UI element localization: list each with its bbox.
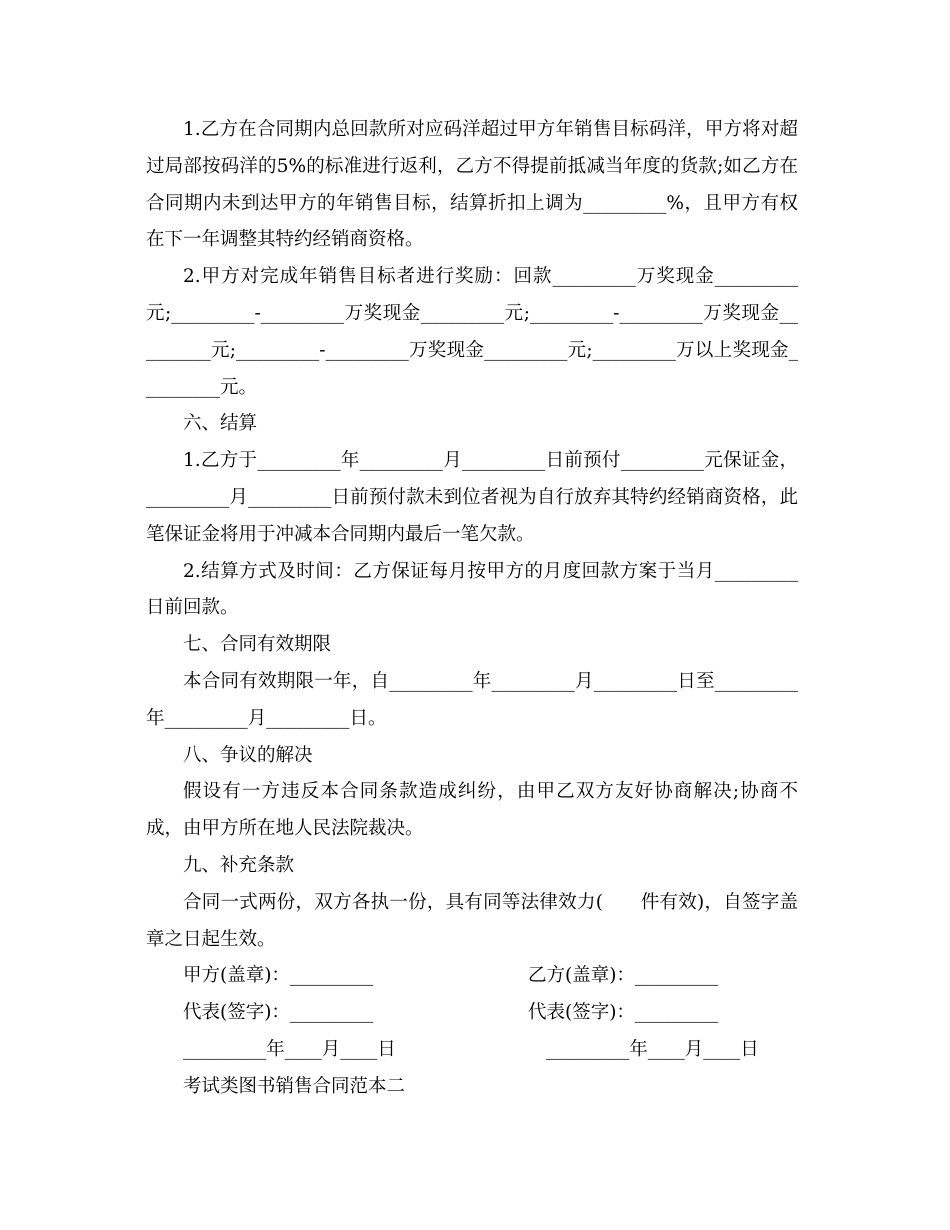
section-heading-supplementary: 九、补充条款 [183, 854, 295, 876]
clause-supplementary: 合同一式两份，双方各执一份，具有同等法律效力( 件有效)，自签字盖章之日起生效。 [146, 891, 798, 950]
section-heading-validity: 七、合同有效期限 [183, 634, 332, 656]
clause-rebate: 1.乙方在合同期内总回款所对应码洋超过甲方年销售目标码洋，甲方将对超过局部按码洋的5%的标准进行返利，乙方不得提前抵减当年度的货款;如乙方在合同期内未到达甲方的年销售目标，结算折扣上调为_________%，且甲方有权在下一年调整其特约经销商资格。 [146, 119, 798, 251]
signature-row-representative [146, 995, 798, 1032]
clause-deposit: 1.乙方于_________年_________月_________日前预付_________元保证金，_________月_________日前预付款未到位者视为自行放弃其特约经销商资格，此笔保证金将用于冲减本合同期内最后一笔欠款。 [146, 450, 798, 545]
clause-validity: 本合同有效期限一年，自_________年_________月_________日至_________年_________月_________日。 [146, 670, 798, 729]
clause-dispute: 假设有一方违反本合同条款造成纠纷，由甲乙双方友好协商解决;协商不成，由甲方所在地人民法院裁决。 [146, 781, 798, 840]
party-a-seal-line: 甲方(盖章)：_________ [183, 965, 374, 987]
party-b-seal-line: 乙方(盖章)：_________ [528, 965, 719, 987]
clause-reward: 2.甲方对完成年销售目标者进行奖励：回款_________万奖现金_________元;_________-_________万奖现金_________元;_________-_________万奖现金_________元;_________-_________万奖现金_________元;_________万以上奖现金_________元。 [146, 266, 798, 398]
party-b-date-line: _________年____月____日 [546, 1038, 759, 1060]
next-contract-title: 考试类图书销售合同范本二 [183, 1075, 406, 1097]
document-page [146, 112, 798, 1106]
party-a-date-line: _________年____月____日 [183, 1038, 396, 1060]
signature-row-seal [146, 958, 798, 995]
section-heading-dispute: 八、争议的解决 [183, 744, 313, 766]
signature-row-date [146, 1032, 798, 1069]
clause-settlement-method: 2.结算方式及时间：乙方保证每月按甲方的月度回款方案于当月_________日前回款。 [146, 560, 798, 619]
party-a-rep-line: 代表(签字)：_________ [183, 1002, 374, 1024]
section-heading-settlement: 六、结算 [183, 413, 258, 435]
party-b-rep-line: 代表(签字)：_________ [528, 1002, 719, 1024]
